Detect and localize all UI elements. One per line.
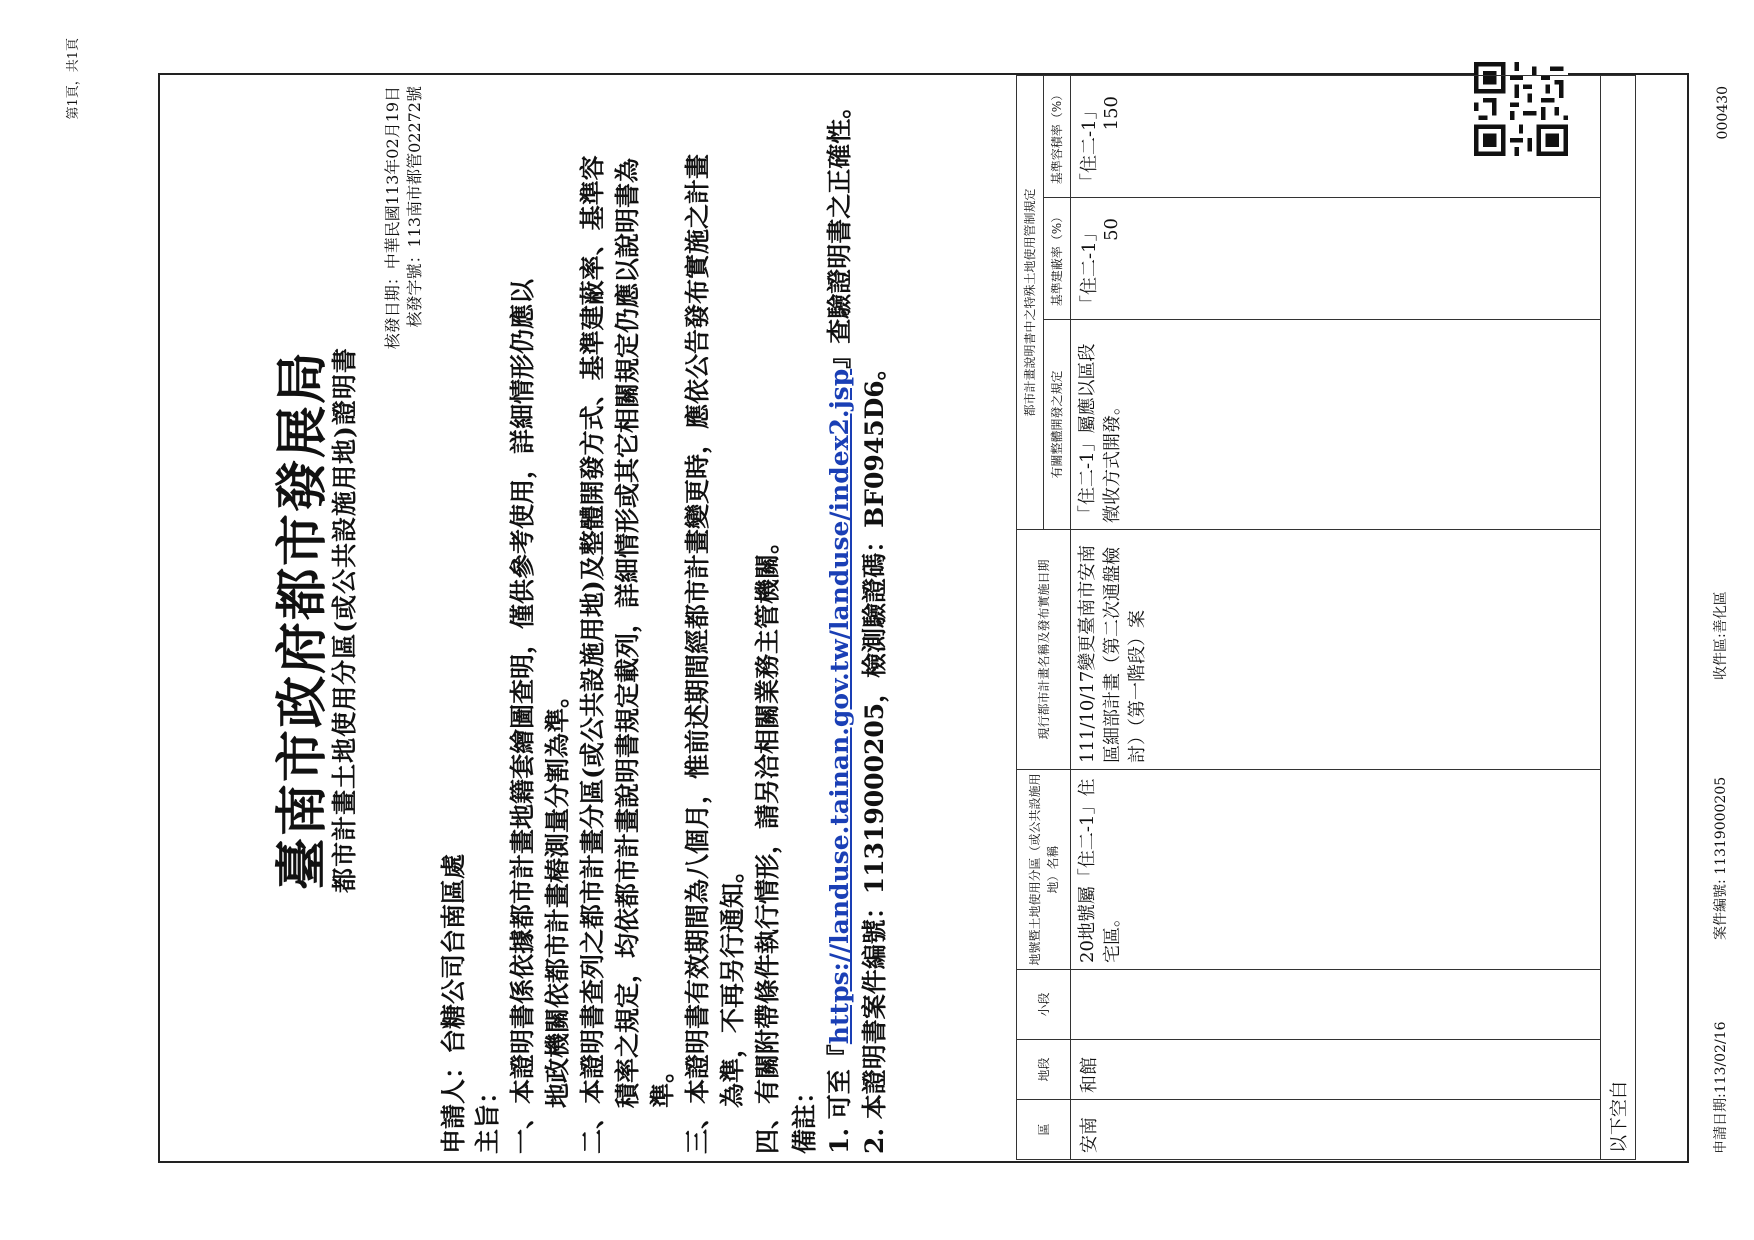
apply-date: 申請日期:113/02/16	[1713, 1021, 1729, 1154]
header-section: 地段	[1017, 1040, 1071, 1100]
paragraph-2-cont: 積率之規定，均依都市計畫說明書規定載列，詳細情形或其它相關規定仍應以說明書為	[613, 157, 642, 1108]
cell-far	[1071, 76, 1601, 198]
case-number: 案件編號: 11319000205	[1713, 776, 1729, 940]
empty-note: 以下空白	[1601, 76, 1636, 1160]
table-row	[1071, 76, 1601, 1160]
cell-subsection	[1071, 970, 1601, 1040]
paragraph-2-end: 準。	[648, 1057, 677, 1108]
coverage-zone-label: 「住二-1」	[1079, 223, 1100, 313]
receiving-office: 收件區:善化區	[1713, 591, 1729, 680]
note-1-suffix: 』查驗證明書之正確性。	[825, 93, 854, 369]
far-zone-label: 「住二-1」	[1079, 101, 1100, 191]
subject-label: 主旨：	[473, 1078, 502, 1154]
empty-note-row	[1601, 76, 1636, 1160]
land-use-table	[1016, 75, 1636, 1160]
header-row	[1017, 76, 1044, 1160]
issue-date: 核發日期：中華民國113年02月19日	[383, 86, 402, 350]
paragraph-2: 二、本證明書查列之都市計畫分區(或公共設施用地)及整體開發方式、基準建蔽率、基準容	[578, 155, 607, 1154]
header-special-rules: 都市計畫說明書中之特殊土地使用管制規定	[1017, 76, 1044, 530]
paragraph-3: 三、本證明書有效期間為八個月，惟前述期間經都市計畫變更時，應依公告發布實施之計畫	[683, 153, 712, 1154]
header-plan: 現行都市計畫名稱及發布實施日期	[1017, 530, 1071, 770]
paragraph-1-cont: 地政機關依都市計畫樁測量分割為準。	[543, 682, 572, 1108]
notes-label: 備註：	[790, 1078, 819, 1154]
paragraph-4: 四、有關附帶條件執行情形，請另洽相關業務主管機關。	[753, 528, 782, 1154]
note-2: 2. 本證明書案件編號：11319000205，檢測驗證碼：BF0945D6。	[860, 355, 889, 1154]
cell-development: 「住二-1」屬應以區段徵收方式開發。	[1071, 320, 1601, 530]
applicant-label: 申請人：	[439, 1053, 468, 1154]
certificate-title: 都市計畫土地使用分區(或公共設施用地)證明書	[330, 347, 359, 893]
applicant-line	[434, 854, 470, 1154]
header-far: 基準容積率（%）	[1044, 76, 1071, 198]
header-coverage: 基準建蔽率（%）	[1044, 198, 1071, 320]
header-development: 有關整體開發之規定	[1044, 320, 1071, 530]
cell-district: 安南	[1071, 1100, 1601, 1160]
note-1	[820, 94, 856, 1154]
cell-plan: 111/10/17變更臺南市安南區細部計畫（第二次通盤檢討）（第一階段）案	[1071, 530, 1601, 770]
note-1-prefix: 1. 可至『	[825, 1044, 854, 1154]
paragraph-3-cont: 為準，不再另行通知。	[718, 857, 747, 1108]
issue-number: 核發字號：113南市都管02272號	[405, 86, 424, 328]
page-number: 第1頁，共1頁	[66, 38, 81, 120]
header-subsection: 小段	[1017, 970, 1071, 1040]
cell-zone: 20地號屬「住二-1」住宅區。	[1071, 770, 1601, 970]
paragraph-1: 一、本證明書係依據都市計畫地籍套繪圖查明，僅供參考使用，詳細情形仍應以	[508, 278, 537, 1154]
verification-link[interactable]: https://landuse.tainan.gov.tw/landuse/index2.jsp	[825, 368, 854, 1045]
header-district: 區	[1017, 1100, 1071, 1160]
far-value: 150	[1101, 96, 1122, 131]
cell-section: 和館	[1071, 1040, 1601, 1100]
header-zone: 地號暨土地使用分區（或公共設施用地）名稱	[1017, 770, 1071, 970]
coverage-value: 50	[1101, 218, 1122, 241]
applicant-name: 台糖公司台南區處	[439, 853, 468, 1054]
cell-coverage	[1071, 198, 1601, 320]
page-code: 000430	[1715, 86, 1731, 140]
department-title: 臺南市政府都市發展局	[272, 350, 333, 891]
